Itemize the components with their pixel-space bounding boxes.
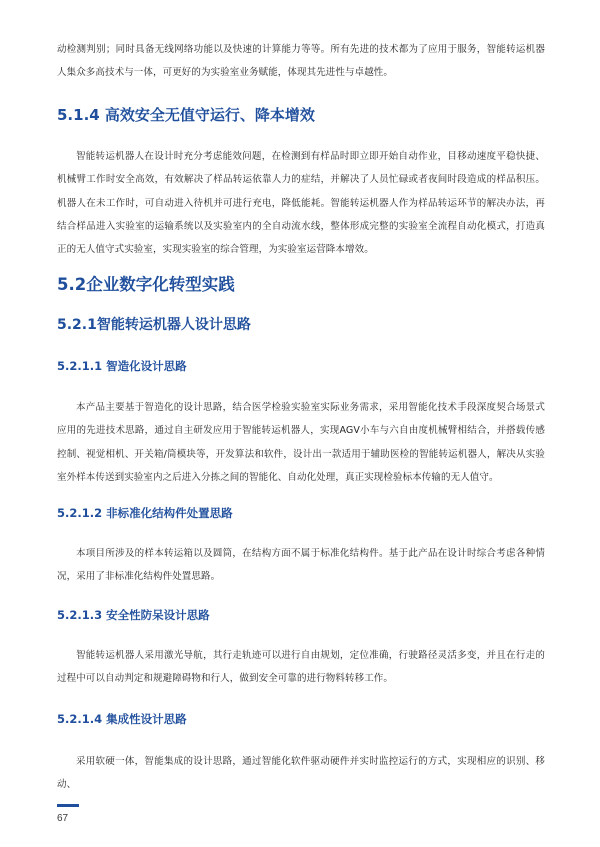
heading-5-2: 5.2企业数字化转型实践 bbox=[57, 275, 235, 294]
heading-5-2-1: 5.2.1智能转运机器人设计思路 bbox=[57, 317, 251, 333]
heading-5-2-1-1: 5.2.1.1 智造化设计思路 bbox=[57, 359, 187, 373]
paragraph-5-2-1-3: 智能转运机器人采用激光导航，其行走轨迹可以进行自由规划，定位准确，行驶路径灵活多变，并且在行走的过程中可以自动判定和规避障碍物和行人，做到安全可靠的进行物料转移工作。 bbox=[57, 650, 545, 685]
page-number: 67 bbox=[57, 813, 69, 824]
paragraph-5-2-1-4: 采用软硬一体，智能集成的设计思路，通过智能化软件驱动硬件并实时监控运行的方式，实现相应的识别、移动、 bbox=[57, 756, 545, 791]
heading-5-1-4: 5.1.4 高效安全无值守运行、降本增效 bbox=[57, 106, 315, 124]
footer-accent-bar bbox=[57, 804, 79, 807]
paragraph-5-1-4: 智能转运机器人在设计时充分考虑能效问题，在检测到有样品时即立即开始自动作业，目移动速度平稳快捷、机械臂工作时安全高效，有效解决了样品转运依靠人力的症结，并解决了人员忙碌或者夜间时段造成的样品积压。机器人在未工作时，可自动进入待机并可进行充电，降低能耗。智能转运机器人作为样品转运环节的解决办法，再结合样品进入实验室的运输系统以及实验室内的全自动流水线，整体形成完整的实验室全流程自动化模式，打造真正的无人值守式实验室，实现实验室的综合管理，为实验室运营降本增效。 bbox=[57, 151, 545, 256]
heading-5-2-1-3: 5.2.1.3 安全性防呆设计思路 bbox=[57, 608, 210, 622]
heading-5-2-1-4: 5.2.1.4 集成性设计思路 bbox=[57, 712, 187, 726]
paragraph-5-2-1-1: 本产品主要基于智造化的设计思路，结合医学检验实验室实际业务需求，采用智能化技术手段深度契合场景式应用的先进技术思路，通过自主研发应用于智能转运机器人，实现AGV小车与六自由度机械臂相结合，并搭载传感控制、视觉相机、开关箱/筒模块等，开发算法和软件，设计出一款适用于辅助医检的智能转运机器人，解决从实验室外样本传送到实验室内之后进入分拣之间的智能化、自动化处理，真正实现检验标本传输的无人值守。 bbox=[57, 402, 545, 483]
paragraph-5-2-1-2: 本项目所涉及的样本转运箱以及圆筒，在结构方面不属于标准化结构件。基于此产品在设计时综合考虑各种情况，采用了非标准化结构件处置思路。 bbox=[57, 548, 545, 583]
intro-paragraph: 动检测判别；同时具备无线网络功能以及快速的计算能力等等。所有先进的技术都为了应用于服务，智能转运机器人集众多高技术与一体，可更好的为实验室业务赋能，体现其先进性与卓越性。 bbox=[57, 44, 545, 79]
heading-5-2-1-2: 5.2.1.2 非标准化结构件处置思路 bbox=[57, 506, 233, 520]
